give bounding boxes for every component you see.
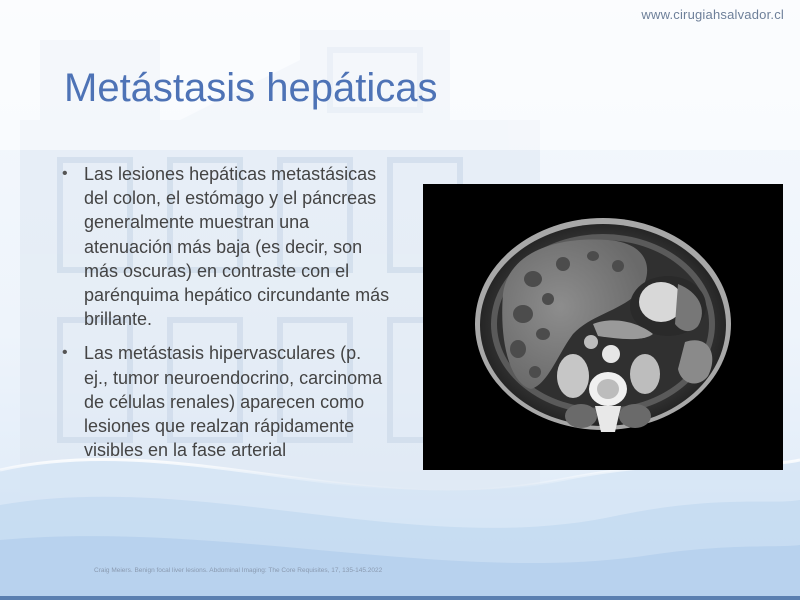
bullet-item: [60, 341, 390, 462]
bullet-text: Las lesiones hepáticas metastásicas del colon, el estómago y el páncreas generalmente muestran una atenuación más baja (es decir, son más oscuras) en contraste con el parénquima hepático circundante más brillante.: [84, 164, 390, 330]
bullet-list: [60, 162, 390, 472]
bullet-dot-icon: •: [62, 344, 68, 362]
bullet-text: Las metástasis hipervasculares (p. ej., tumor neuroendocrino, carcinoma de células renales) aparecen como lesiones que realzan rápidamente visibles en la fase arterial: [84, 343, 383, 461]
slide-title: Metástasis hepáticas: [64, 66, 438, 110]
website-url: www.cirugiahsalvador.cl: [641, 7, 784, 22]
bullet-item: [60, 162, 390, 331]
ct-scan-image: [423, 184, 783, 470]
reference-citation: Craig Meiers. Benign focal liver lesions. Abdominal Imaging: The Core Requisites, 17, 135-145.2022: [94, 567, 383, 574]
bullet-dot-icon: •: [62, 165, 68, 182]
